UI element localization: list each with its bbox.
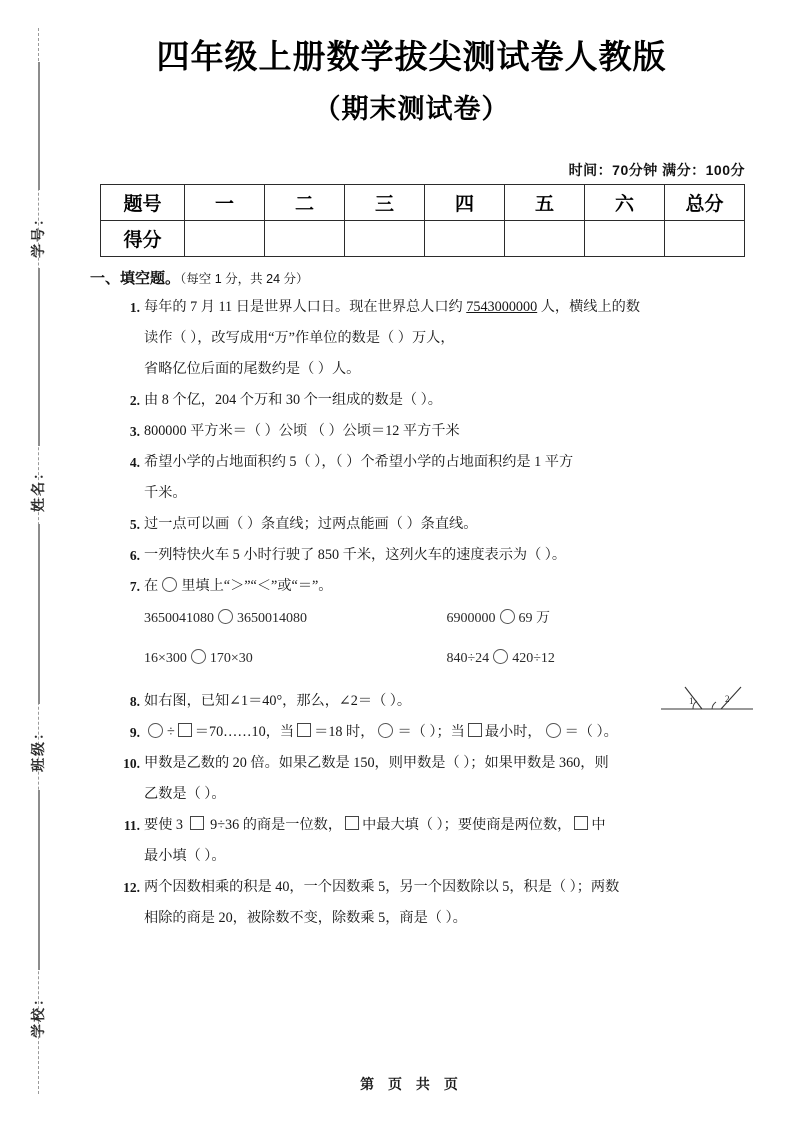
circle-placeholder-icon[interactable] [148, 723, 163, 738]
margin-label-class: 班级： [30, 724, 46, 772]
comparison-pair-3 [144, 644, 447, 674]
score-cell-1[interactable] [185, 220, 265, 256]
question-text-line-1: 每年的 7 月 11 日是世界人口日。现在世界总人口约 7543000000 人，横线上的数 [144, 298, 641, 315]
angle-label-2: 2 [725, 693, 730, 704]
score-cell-total[interactable] [665, 220, 745, 256]
circle-placeholder-icon[interactable] [218, 609, 233, 624]
question-number: 2. [129, 392, 140, 408]
square-placeholder-icon[interactable] [190, 816, 204, 830]
margin-binding-strip [0, 0, 60, 1122]
table-row [101, 184, 745, 220]
comparison-left-operand: 840÷24 [446, 650, 490, 666]
question-number: 12. [123, 879, 140, 895]
comparison-left-operand: 6900000 [446, 610, 496, 626]
question-4 [118, 447, 749, 509]
question-text-line-2: 千米。 [144, 484, 187, 501]
comparison-right-operand: 170×30 [209, 650, 253, 666]
score-table-row-label-question: 题号 [101, 184, 185, 220]
score-table-col-4: 四 [425, 184, 505, 220]
comparison-left-operand: 16×300 [144, 650, 187, 666]
score-cell-6[interactable] [585, 220, 665, 256]
margin-label-student-id: 学号： [30, 210, 46, 258]
circle-placeholder-icon[interactable] [500, 609, 515, 624]
score-table-col-5: 五 [505, 184, 585, 220]
comparison-pair-1 [144, 604, 447, 634]
question-text-line-2: 最小填（ ）。 [144, 847, 226, 864]
question-1 [118, 292, 749, 385]
margin-label-name: 姓名： [30, 464, 46, 512]
score-table-col-total: 总分 [665, 184, 745, 220]
question-number: 4. [129, 454, 140, 470]
question-text-line-1: 要使 3 9÷36 的商是一位数， 中最大填（ ）；要使商是两位数， 中 [144, 816, 606, 833]
question-text-line-2: 读作（ ），改写成用“万”作单位的数是（ ）万人， [144, 329, 455, 346]
score-table [100, 184, 745, 257]
question-text-line-1: 一列特快火车 5 小时行驶了 850 千米，这列火车的速度表示为（ ）。 [144, 546, 567, 563]
comparison-right-operand: 420÷12 [512, 650, 555, 666]
score-cell-5[interactable] [505, 220, 585, 256]
question-number: 11. [123, 817, 140, 833]
section-header-fill-in-blanks [60, 267, 793, 288]
question-text-line-2: 乙数是（ ）。 [144, 785, 226, 802]
question-3 [118, 416, 749, 447]
question-number: 3. [129, 423, 140, 439]
score-table-col-6: 六 [585, 184, 665, 220]
angle-diagram-figure [659, 682, 755, 716]
question-12 [118, 872, 749, 934]
score-table-col-2: 二 [265, 184, 345, 220]
exam-page [60, 0, 793, 1122]
square-placeholder-icon[interactable] [468, 723, 482, 737]
question-11 [118, 810, 749, 872]
section-title: 一、填空题。 [90, 269, 181, 287]
margin-rule-3 [38, 524, 40, 704]
question-text-line-1: 希望小学的占地面积约 5（ ），（ ）个希望小学的占地面积约是 1 平方 [144, 453, 574, 470]
question-text-line-1: 800000 平方米＝（ ）公顷 （ ）公顷＝12 平方千米 [144, 422, 460, 439]
score-table-col-3: 三 [345, 184, 425, 220]
margin-rule-1 [38, 62, 40, 190]
circle-placeholder-icon[interactable] [493, 649, 508, 664]
page-subtitle: （期末测试卷） [313, 93, 510, 124]
question-10 [118, 748, 749, 810]
question-list [60, 292, 793, 934]
question-text-line-3: 省略亿位后面的尾数约是（ ）人。 [144, 360, 361, 377]
question-text-line-2: 相除的商是 20，被除数不变，除数乘 5，商是（ ）。 [144, 909, 467, 926]
margin-label-school: 学校： [30, 990, 46, 1038]
square-placeholder-icon[interactable] [574, 816, 588, 830]
score-cell-2[interactable] [265, 220, 345, 256]
square-placeholder-icon[interactable] [345, 816, 359, 830]
comparison-pair-2 [447, 604, 750, 634]
question-7 [118, 571, 749, 602]
circle-placeholder-icon[interactable] [378, 723, 393, 738]
angle-label-1: 1 [689, 695, 694, 706]
question-number: 7. [129, 578, 140, 594]
question-number: 1. [129, 299, 140, 315]
page-title: 四年级上册数学拔尖测试卷人教版 [156, 38, 667, 75]
question-text-line-1: 甲数是乙数的 20 倍。如果乙数是 150，则甲数是（ ）；如果甲数是 360，则 [144, 754, 609, 771]
question-text-line-1: ÷ ＝70……10，当 ＝18 时， ＝（ ）；当 最小时， ＝（ ）。 [144, 717, 749, 748]
question-text-line-1: 在 里填上“＞”“＜”或“＝”。 [144, 577, 333, 594]
question-number: 10. [123, 755, 140, 771]
margin-rule-4 [38, 790, 40, 970]
exam-meta-info: 时间：70分钟 满分：100分 [568, 161, 745, 178]
square-placeholder-icon[interactable] [297, 723, 311, 737]
score-table-row-label-score: 得分 [101, 220, 185, 256]
section-score-note: （每空 1 分，共 24 分） [180, 271, 309, 286]
table-row [101, 220, 745, 256]
question-number: 8. [129, 693, 140, 709]
question-8 [118, 686, 749, 717]
question-text-line-1: 两个因数相乘的积是 40，一个因数乘 5，另一个因数除以 5，积是（ ）；两数 [144, 878, 620, 895]
score-cell-3[interactable] [345, 220, 425, 256]
comparison-left-operand: 3650041080 [144, 610, 214, 626]
question-number: 6. [129, 547, 140, 563]
square-placeholder-icon[interactable] [178, 723, 192, 737]
question-text-line-1: 如右图，已知∠1＝40°，那么，∠2＝（ ）。 [144, 692, 412, 709]
comparison-pair-4 [447, 644, 750, 674]
comparison-right-operand: 69 万 [518, 610, 550, 626]
circle-placeholder-icon[interactable] [191, 649, 206, 664]
question-6 [118, 540, 749, 571]
question-text-line-1: 由 8 个亿，204 个万和 30 个一组成的数是（ ）。 [144, 391, 442, 408]
question-5 [118, 509, 749, 540]
question-9 [118, 717, 749, 748]
question-2 [118, 385, 749, 416]
score-cell-4[interactable] [425, 220, 505, 256]
comparison-right-operand: 3650014080 [237, 610, 307, 626]
question-text-line-1: 过一点可以画（ ）条直线；过两点能画（ ）条直线。 [144, 515, 478, 532]
margin-rule-2 [38, 268, 40, 446]
comparison-grid [144, 604, 749, 674]
score-table-col-1: 一 [185, 184, 265, 220]
question-number: 9. [129, 724, 140, 740]
page-footer: 第 页 共 页 [360, 1076, 463, 1092]
circle-placeholder-icon[interactable] [546, 723, 561, 738]
circle-placeholder-icon[interactable] [162, 577, 177, 592]
underlined-number: 7543000000 [466, 298, 538, 315]
question-number: 5. [129, 516, 140, 532]
